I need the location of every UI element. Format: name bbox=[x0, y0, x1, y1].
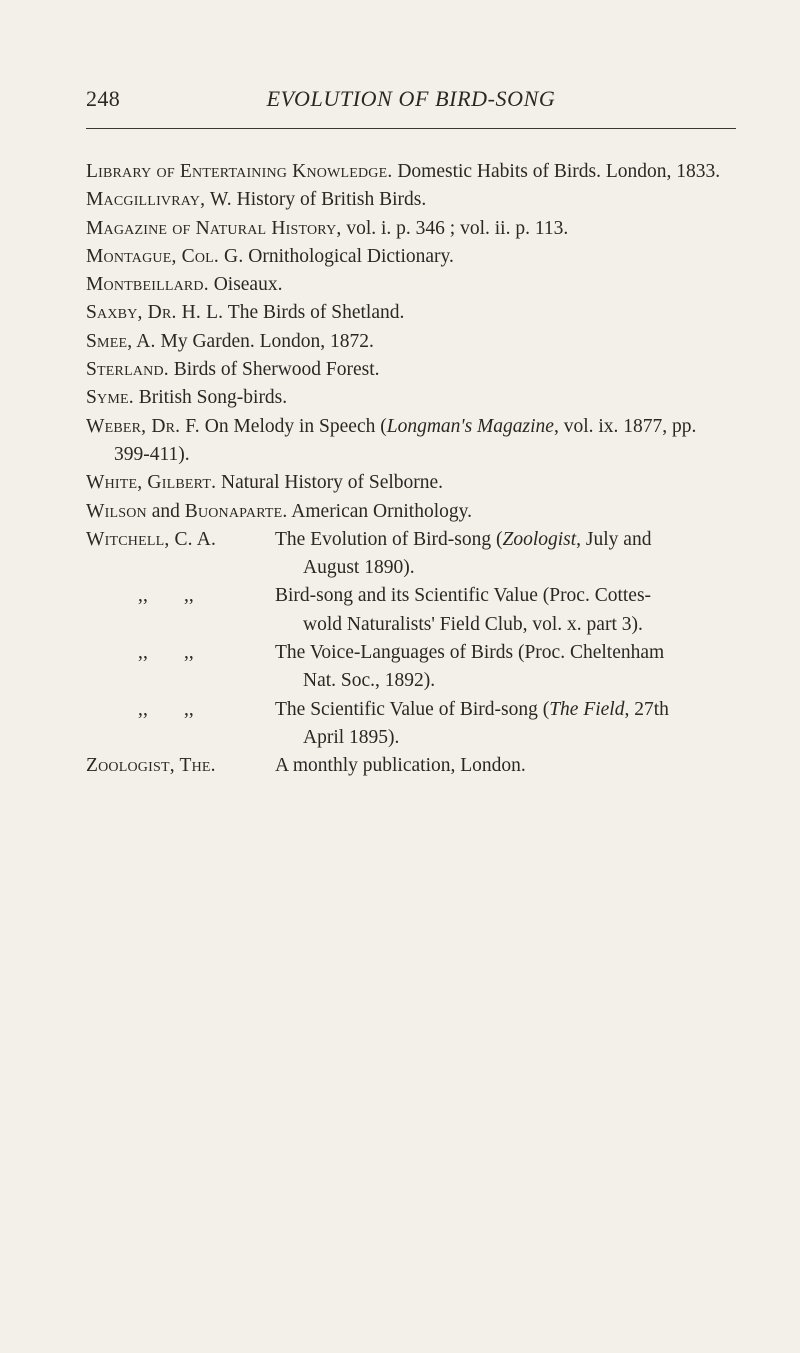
ditto-mark: ,, bbox=[138, 642, 148, 664]
bibliography-entry bbox=[86, 356, 736, 384]
bibliography-list bbox=[86, 158, 736, 781]
ditto-mark: ,, bbox=[138, 585, 148, 607]
entry-text-line: wold Naturalists' Field Club, vol. x. part 3). bbox=[303, 613, 643, 635]
bibliography-entry bbox=[86, 696, 736, 753]
bibliography-entry bbox=[86, 582, 736, 639]
page-number: 248 bbox=[86, 86, 121, 111]
entry-italic-title: Longman's Magazine bbox=[386, 415, 554, 437]
entry-author: Montbeillard. bbox=[86, 274, 209, 296]
entry-text: Birds of Sherwood Forest. bbox=[168, 359, 380, 381]
entry-text: Ornithological Dictionary. bbox=[243, 245, 454, 267]
entry-author: Library of Entertaining Knowledge. bbox=[86, 161, 393, 182]
bibliography-entry bbox=[86, 384, 736, 412]
entry-text-line: April 1895). bbox=[303, 726, 400, 748]
bibliography-entry bbox=[86, 243, 736, 271]
entry-text-line: , July and bbox=[576, 528, 652, 550]
bibliography-entry bbox=[86, 215, 736, 243]
entry-author: White, Gilbert. bbox=[86, 472, 217, 494]
bibliography-entry bbox=[86, 328, 736, 356]
ditto-marks bbox=[86, 582, 275, 610]
entry-text: A monthly publication, London. bbox=[275, 755, 526, 777]
entry-text: On Melody in Speech ( bbox=[199, 415, 387, 437]
ditto-mark: ,, bbox=[183, 642, 194, 664]
entry-text: , vol. ix. 1877, pp. 399-411). bbox=[114, 415, 697, 465]
entry-author: Witchell, C. A. bbox=[86, 528, 217, 550]
bibliography-entry bbox=[86, 752, 736, 780]
entry-author: Syme. bbox=[86, 387, 134, 409]
entry-author: Magazine of Natural History, bbox=[86, 217, 342, 239]
bibliography-entry bbox=[86, 639, 736, 696]
ditto-marks bbox=[86, 639, 275, 667]
entry-text: Domestic Habits of Birds. London, 1833. bbox=[392, 161, 721, 182]
entry-text: vol. i. p. 346 ; vol. ii. p. 113. bbox=[341, 217, 569, 239]
bibliography-entry bbox=[86, 158, 736, 186]
entry-text: American Ornithology. bbox=[287, 500, 472, 522]
entry-author: Sterland. bbox=[86, 359, 169, 381]
entry-text-line: August 1890). bbox=[303, 557, 415, 579]
bibliography-entry bbox=[86, 299, 736, 327]
entry-text-line: , 27th bbox=[624, 698, 669, 720]
entry-text bbox=[275, 526, 736, 583]
entry-author: Weber, Dr. F. bbox=[86, 415, 200, 437]
page-header bbox=[86, 86, 736, 126]
entry-author: Smee, A. bbox=[86, 330, 156, 352]
entry-text-line: The Voice-Languages of Birds (Proc. Cheltenham bbox=[275, 642, 665, 664]
entry-text: History of British Birds. bbox=[231, 189, 427, 211]
entry-author: Montague, Col. G. bbox=[86, 245, 244, 267]
entry-text: Oiseaux. bbox=[208, 274, 283, 296]
ditto-mark: ,, bbox=[138, 698, 148, 720]
entry-text bbox=[275, 582, 736, 639]
entry-text-line: The Evolution of Bird-song ( bbox=[275, 528, 503, 550]
entry-text-line: The Scientific Value of Bird-song ( bbox=[275, 698, 550, 720]
entry-author: Saxby, Dr. H. L. bbox=[86, 302, 224, 324]
bibliography-entry bbox=[86, 271, 736, 299]
running-head: EVOLUTION OF BIRD-SONG bbox=[266, 86, 556, 111]
entry-author: Wilson bbox=[86, 500, 147, 522]
entry-author: Macgillivray, W. bbox=[86, 189, 232, 211]
entry-author: Buonaparte. bbox=[184, 500, 288, 522]
ditto-mark: ,, bbox=[183, 585, 194, 607]
entry-text: British Song-birds. bbox=[133, 387, 288, 409]
bibliography-entry bbox=[86, 186, 736, 214]
entry-text: Natural History of Selborne. bbox=[216, 472, 444, 494]
bibliography-entry bbox=[86, 526, 736, 583]
entry-text bbox=[275, 639, 736, 696]
entry-text bbox=[275, 696, 736, 753]
entry-connector: and bbox=[146, 500, 185, 522]
bibliography-entry bbox=[86, 413, 736, 470]
entry-italic-title: Zoologist bbox=[502, 528, 577, 550]
bibliography-entry bbox=[86, 498, 736, 526]
ditto-mark: ,, bbox=[183, 698, 194, 720]
ditto-marks bbox=[86, 696, 275, 724]
bibliography-entry bbox=[86, 469, 736, 497]
entry-text-line: Bird-song and its Scientific Value (Proc. Cottes- bbox=[275, 585, 652, 607]
entry-text: My Garden. London, 1872. bbox=[155, 330, 374, 352]
entry-text: The Birds of Shetland. bbox=[223, 302, 405, 324]
entry-author: Zoologist, The. bbox=[86, 755, 216, 777]
entry-italic-title: The Field bbox=[549, 698, 625, 720]
header-rule bbox=[86, 128, 736, 129]
entry-text-line: Nat. Soc., 1892). bbox=[303, 670, 436, 692]
